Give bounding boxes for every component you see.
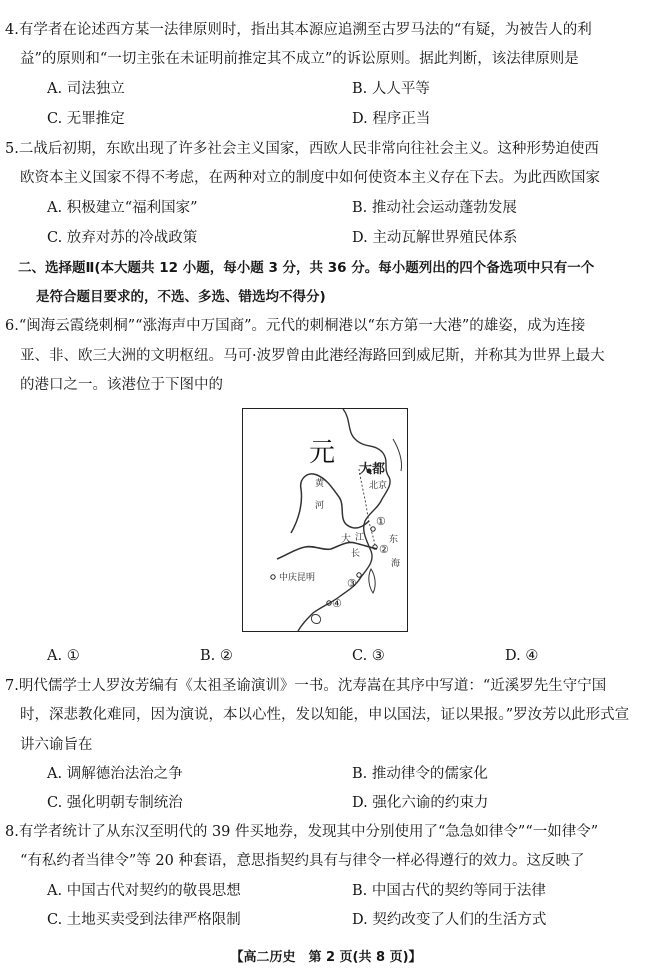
q7-stem-line2: 时，深悲教化难同，因为演说，本以心性，发以知能，申以国法，证以果报。”罗汝芳以此形式宣 xyxy=(20,707,630,723)
q7-stem-line1: 7.明代儒学士人罗汝芳编有《太祖圣谕演训》一书。沈寿嵩在其序中写道：“近溪罗先生守宁国 xyxy=(5,678,607,694)
east-sea-label-1: 东 xyxy=(389,535,399,545)
q5-option-d: D. 主动瓦解世界殖民体系 xyxy=(352,230,518,246)
q8-option-b: B. 中国古代的契约等同于法律 xyxy=(352,883,546,899)
yangtze-river xyxy=(277,542,377,559)
q6-stem-line1: 6.“闽海云霞绕刺桐”“涨海声中万国商”。元代的刺桐港以“东方第一大港”的雄姿，成为连接 xyxy=(5,318,586,334)
yangtze-label-2: 长 xyxy=(351,549,361,559)
section2-heading-line1: 二、选择题Ⅱ(本大题共 12 小题，每小题 3 分，共 36 分。每小题列出的四个备选项中只有一个 xyxy=(18,260,595,276)
marker-3-label: ③ xyxy=(347,577,357,590)
q6-option-b: B. ② xyxy=(200,648,233,664)
q5-option-b: B. 推动社会运动蓬勃发展 xyxy=(352,200,517,216)
yangtze-label-1: 江 xyxy=(355,533,365,543)
beijing-label: 北京 xyxy=(369,481,388,491)
q7-stem-line3: 讲六谕旨在 xyxy=(20,737,93,753)
marker-1-label: ① xyxy=(376,515,386,528)
q4-option-b: B. 人人平等 xyxy=(352,81,430,97)
q6-option-a: A. ① xyxy=(47,648,80,664)
q4-stem-line1: 4.有学者在论述西方某一法律原则时，指出其本源应追溯至古罗马法的“有疑，为被告人的利 xyxy=(5,22,592,38)
q5-stem-line2: 欧资本主义国家不得不考虑，在两种对立的制度中如何使资本主义存在下去。为此西欧国家 xyxy=(20,170,600,186)
east-sea-label-2: 海 xyxy=(391,559,401,569)
q7-option-c: C. 强化明朝专制统治 xyxy=(47,795,183,811)
page-footer: 【高二历史 第 2 页(共 8 页)】 xyxy=(230,950,422,965)
q7-option-d: D. 强化六谕的约束力 xyxy=(352,795,489,811)
q5-option-c: C. 放弃对苏的冷战政策 xyxy=(47,230,198,246)
hainan-island xyxy=(311,615,320,624)
marker-4-label: ④ xyxy=(332,597,342,610)
q7-option-a: A. 调解德治法治之争 xyxy=(47,766,183,782)
q8-stem-line1: 8.有学者统计了从东汉至明代的 39 件买地券，发现其中分别使用了“急急如律令”“一如律令” xyxy=(5,824,599,840)
kunming-label: 中庆昆明 xyxy=(279,573,316,583)
map-title: 元 xyxy=(309,438,336,468)
yuan-map xyxy=(242,408,408,632)
q6-stem-line3: 的港口之一。该港位于下图中的 xyxy=(20,377,223,393)
q6-stem-line2: 亚、非、欧三大洲的文明枢纽。马可·波罗曾由此港经海路回到威尼斯，并称其为世界上最大 xyxy=(20,348,605,364)
q5-option-a: A. 积极建立“福利国家” xyxy=(47,200,198,216)
q4-option-c: C. 无罪推定 xyxy=(47,111,125,127)
marker-2-label: ② xyxy=(379,543,389,556)
q4-stem-line2: 益”的原则和“一切主张在未证明前推定其不成立”的诉讼原则。据此判断，该法律原则是 xyxy=(20,51,579,67)
q8-option-d: D. 契约改变了人们的生活方式 xyxy=(352,912,547,928)
q4-option-d: D. 程序正当 xyxy=(352,111,431,127)
q8-option-c: C. 土地买卖受到法律严格限制 xyxy=(47,912,241,928)
q4-option-a: A. 司法独立 xyxy=(47,81,125,97)
kunming-point xyxy=(271,575,275,579)
taiwan-island xyxy=(369,569,375,593)
port-1-point xyxy=(371,527,375,531)
section2-heading-line2: 是符合题目要求的，不选、多选、错选均不得分) xyxy=(36,289,326,305)
q6-option-c: C. ③ xyxy=(352,648,385,664)
q5-stem-line1: 5.二战后初期，东欧出现了许多社会主义国家，西欧人民非常向往社会主义。这种形势迫使西 xyxy=(5,141,599,157)
dadu-label: 大都 xyxy=(359,462,386,477)
korea-coast xyxy=(393,439,402,471)
q8-option-a: A. 中国古代对契约的敬畏思想 xyxy=(47,883,241,899)
da-label: 大 xyxy=(341,534,351,545)
huanghe-label-2: 河 xyxy=(315,501,325,511)
huanghe-label-1: 黄 xyxy=(315,479,325,489)
port-3-point xyxy=(357,573,361,577)
q6-option-d: D. ④ xyxy=(505,648,539,664)
q8-stem-line2: “有私约者当律令”等 20 种套语，意思指契约具有与律令一样必得遵行的效力。这反映了 xyxy=(20,853,585,869)
yellow-river xyxy=(291,474,369,533)
q7-option-b: B. 推动律令的儒家化 xyxy=(352,766,488,782)
